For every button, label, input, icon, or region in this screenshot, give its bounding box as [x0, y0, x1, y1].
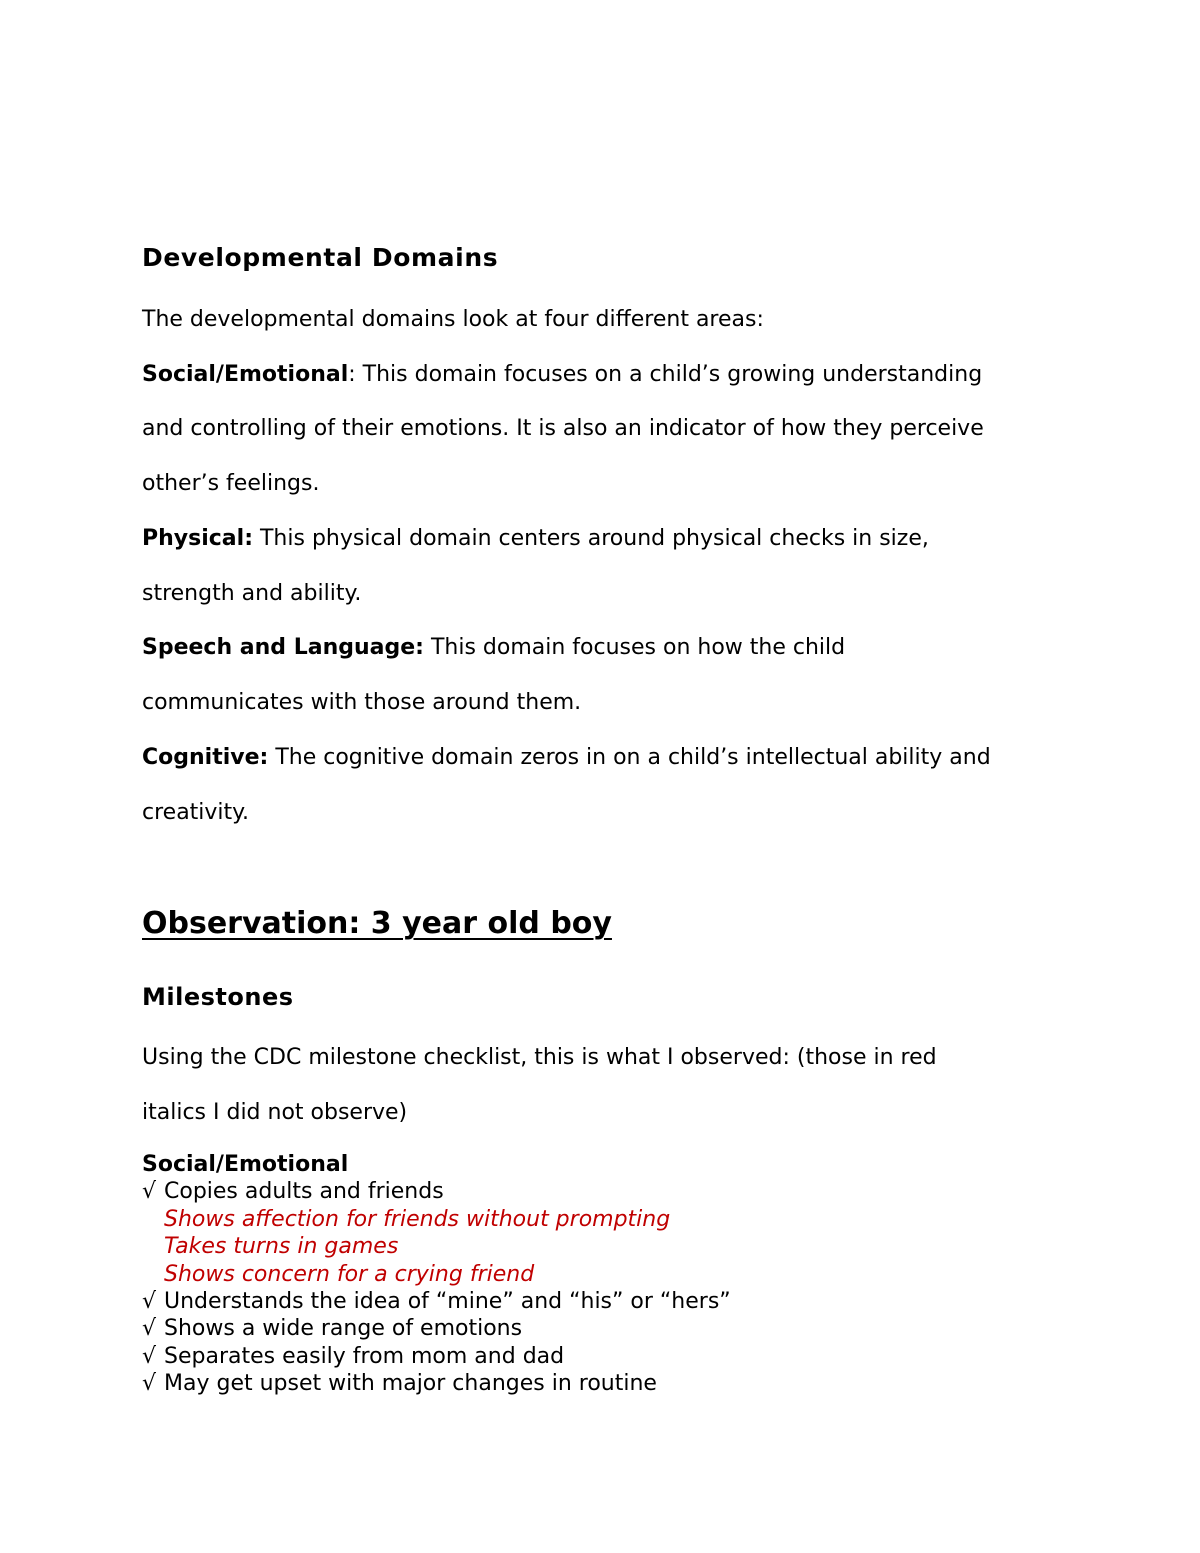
milestones-intro-line-1: Using the CDC milestone checklist, this is what I observed: (those in red: [142, 1045, 937, 1070]
checkmark-icon: √: [142, 1343, 157, 1369]
milestone-checklist: [142, 1151, 731, 1398]
physical-paragraph-line-1: [142, 524, 929, 554]
checklist-item-text: Understands the idea of “mine” and “his” or “hers”: [164, 1289, 731, 1315]
cognitive-text: The cognitive domain zeros in on a child’s intellectual ability and: [268, 745, 991, 770]
checklist-item-text: Copies adults and friends: [164, 1179, 444, 1205]
speech-text: This domain focuses on how the child: [423, 635, 846, 660]
social-paragraph-line-2: and controlling of their emotions. It is also an indicator of how they perceive: [142, 416, 984, 441]
physical-paragraph-line-2: strength and ability.: [142, 581, 362, 606]
cognitive-label: Cognitive:: [142, 745, 269, 770]
social-paragraph-line-3: other’s feelings.: [142, 471, 320, 496]
observation-heading: Observation: 3 year old boy: [142, 906, 612, 941]
speech-label: Speech and Language:: [142, 635, 424, 660]
checklist-item-text: Separates easily from mom and dad: [164, 1343, 565, 1369]
checklist-item-observed: [142, 1178, 731, 1205]
checklist-item-text: Shows affection for friends without prompting: [164, 1206, 671, 1232]
domains-intro: The developmental domains look at four different areas:: [142, 307, 764, 332]
speech-paragraph-line-1: [142, 633, 845, 663]
checklist-item-text: Shows a wide range of emotions: [164, 1316, 523, 1342]
checklist-item-text: Takes turns in games: [164, 1234, 399, 1260]
checklist-category: Social/Emotional: [142, 1152, 349, 1177]
social-paragraph-line-1: [142, 360, 982, 390]
checklist-item-observed: [142, 1370, 731, 1397]
speech-paragraph-line-2: communicates with those around them.: [142, 690, 582, 715]
checklist-item-observed: [142, 1343, 731, 1370]
social-label: Social/Emotional: [142, 362, 349, 387]
checkmark-icon: √: [142, 1316, 157, 1342]
physical-text: This physical domain centers around physical checks in size,: [253, 526, 929, 551]
checklist-item-text: May get upset with major changes in routine: [164, 1371, 657, 1397]
cognitive-paragraph-line-2: creativity.: [142, 800, 250, 825]
checklist-item-not-observed: [142, 1206, 731, 1233]
cognitive-paragraph-line-1: [142, 743, 991, 773]
social-text: : This domain focuses on a child’s growing understanding: [348, 362, 983, 387]
checklist-item-text: Shows concern for a crying friend: [164, 1261, 535, 1287]
checklist-items: [142, 1178, 731, 1397]
domains-heading: Developmental Domains: [142, 243, 499, 272]
milestones-heading: Milestones: [142, 983, 294, 1011]
checklist-item-observed: [142, 1315, 731, 1342]
checkmark-icon: √: [142, 1371, 157, 1397]
checkmark-icon: √: [142, 1179, 157, 1205]
checkmark-icon: √: [142, 1289, 157, 1315]
checklist-item-observed: [142, 1288, 731, 1315]
milestones-intro-line-2: italics I did not observe): [142, 1100, 408, 1125]
physical-label: Physical:: [142, 526, 253, 551]
checklist-item-not-observed: [142, 1261, 731, 1288]
checklist-item-not-observed: [142, 1233, 731, 1260]
